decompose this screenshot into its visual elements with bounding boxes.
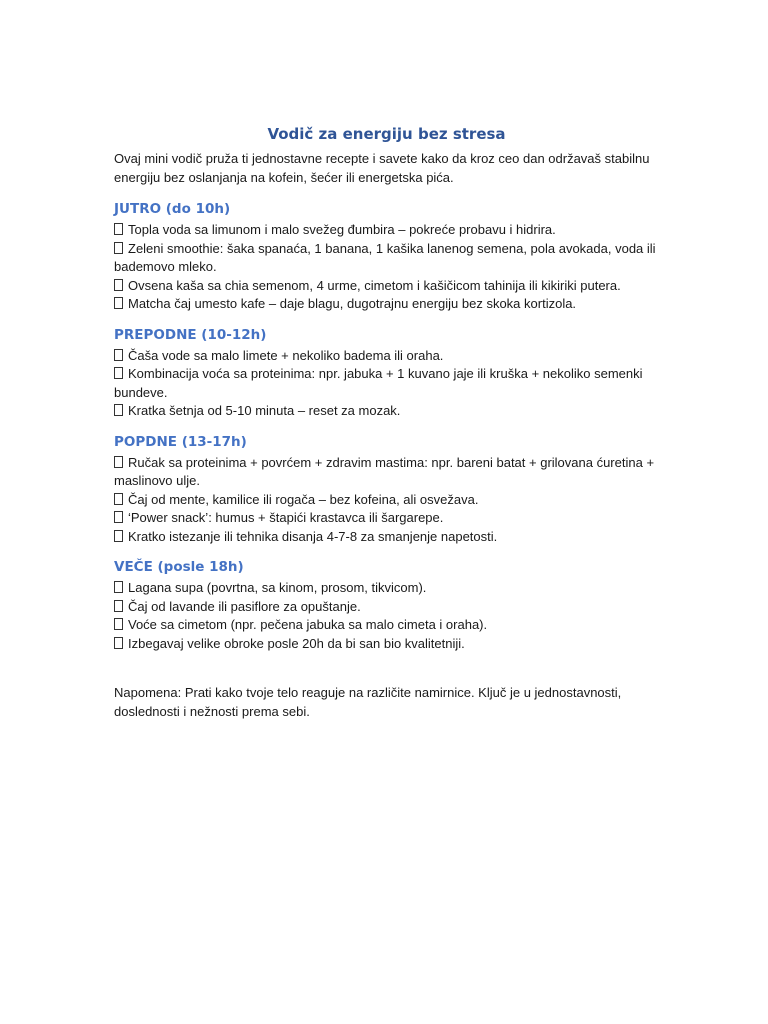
checkbox-glyph-icon: [114, 242, 123, 254]
section-heading: JUTRO (do 10h): [114, 201, 231, 217]
checkbox-glyph-icon: [114, 637, 123, 649]
list-item: [114, 635, 659, 654]
section-afternoon: [114, 433, 659, 547]
item-list: [114, 347, 659, 421]
list-item: [114, 365, 659, 402]
checkbox-glyph-icon: [114, 349, 123, 361]
section-morning: [114, 200, 659, 314]
checkbox-glyph-icon: [114, 530, 123, 542]
item-text: Čaj od mente, kamilice ili rogača – bez kofeina, ali osvežava.: [128, 491, 479, 507]
item-text: Ručak sa proteinima + povrćem + zdravim mastima: npr. bareni batat + grilovana ćuretina + maslinovo ulje.: [114, 454, 655, 488]
item-list: [114, 454, 659, 547]
note-paragraph: Napomena: Prati kako tvoje telo reaguje na različite namirnice. Ključ je u jednostavnosti, doslednosti i nežnosti prema sebi.: [114, 685, 622, 719]
list-item: [114, 598, 659, 617]
checkbox-glyph-icon: [114, 493, 123, 505]
section-evening: [114, 558, 659, 653]
list-item: [114, 491, 659, 510]
item-text: Voće sa cimetom (npr. pečena jabuka sa malo cimeta i oraha).: [128, 617, 488, 632]
item-text: Lagana supa (povrtna, sa kinom, prosom, tikvicom).: [128, 580, 427, 595]
section-heading: PREPODNE (10-12h): [114, 326, 267, 343]
checkbox-glyph-icon: [114, 279, 123, 291]
checkbox-glyph-icon: [114, 618, 123, 630]
item-text: Kombinacija voća sa proteinima: npr. jabuka + 1 kuvano jaje ili kruška + nekoliko semenki bundeve.: [114, 366, 643, 400]
item-text: Matcha čaj umesto kafe – daje blagu, dugotrajnu energiju bez skoka kortizola.: [128, 296, 577, 311]
checkbox-glyph-icon: [114, 600, 123, 612]
list-item: [114, 454, 659, 491]
list-item: [114, 277, 659, 296]
list-item: [114, 509, 659, 528]
item-list: [114, 221, 659, 314]
item-text: Kratko istezanje ili tehnika disanja 4-7-8 za smanjenje napetosti.: [128, 528, 498, 544]
checkbox-glyph-icon: [114, 511, 123, 523]
checkbox-glyph-icon: [114, 456, 123, 468]
section-heading: VEČE (posle 18h): [114, 559, 244, 575]
list-item: [114, 528, 659, 547]
item-text: Izbegavaj velike obroke posle 20h da bi san bio kvalitetniji.: [128, 635, 465, 651]
section-late-morning: [114, 326, 659, 421]
list-item: [114, 402, 659, 421]
item-text: Čaša vode sa malo limete + nekoliko badema ili oraha.: [128, 347, 444, 363]
checkbox-glyph-icon: [114, 297, 123, 309]
item-text: Topla voda sa limunom i malo svežeg đumbira – pokreće probavu i hidrira.: [128, 222, 556, 237]
list-item: [114, 221, 659, 240]
document-title: Vodič za energiju bez stresa: [267, 125, 506, 143]
list-item: [114, 616, 659, 635]
checkbox-glyph-icon: [114, 404, 123, 416]
item-text: Ovsena kaša sa chia semenom, 4 urme, cimetom i kašičicom tahinija ili kikiriki putera.: [128, 277, 621, 293]
item-text: Zeleni smoothie: šaka spanaća, 1 banana, 1 kašika lanenog semena, pola avokada, voda ili bademovo mleko.: [114, 240, 656, 274]
checkbox-glyph-icon: [114, 367, 123, 379]
item-text: ‘Power snack’: humus + štapići krastavca ili šargarepe.: [128, 510, 444, 525]
list-item: [114, 347, 659, 366]
item-text: Čaj od lavande ili pasiflore za opuštanje.: [128, 598, 361, 614]
item-text: Kratka šetnja od 5-10 minuta – reset za mozak.: [128, 403, 401, 418]
checkbox-glyph-icon: [114, 581, 123, 593]
list-item: [114, 240, 659, 277]
section-heading: POPDNE (13-17h): [114, 433, 247, 450]
document-page: [114, 124, 659, 734]
checkbox-glyph-icon: [114, 223, 123, 235]
list-item: [114, 579, 659, 598]
list-item: [114, 295, 659, 314]
item-list: [114, 579, 659, 653]
intro-paragraph: Ovaj mini vodič pruža ti jednostavne recepte i savete kako da kroz ceo dan održavaš stabilnu energiju bez oslanjanja na kofein, šećer ili energetska pića.: [114, 151, 650, 185]
